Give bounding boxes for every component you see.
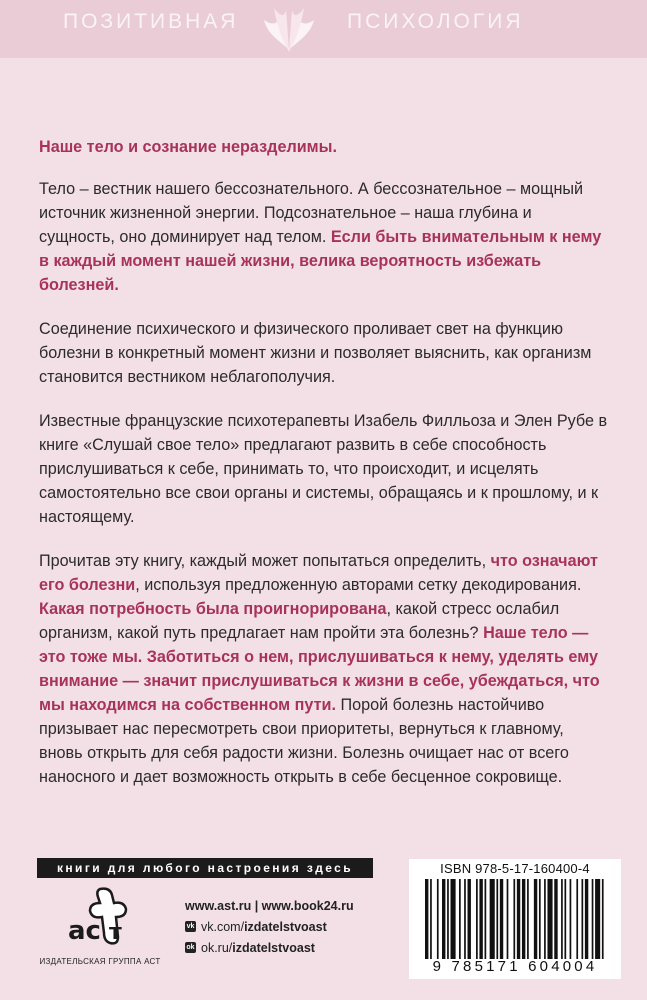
paragraph-4-highlight-3: Наше тело — это тоже мы. Заботиться о нем, прислушиваться к нему, уделять ему внимание — значит прислушиваться к жизни в себе, убеждаться, что мы находимся на собственном пути. <box>39 624 600 714</box>
svg-text:ac: ac <box>68 916 101 946</box>
ok-handle: izdatelstvoast <box>232 940 315 955</box>
svg-text:т: т <box>109 920 122 945</box>
publisher-contacts <box>185 895 354 958</box>
isbn-label: ISBN 978-5-17-160400-4 <box>440 861 590 876</box>
wings-logo-icon <box>258 2 320 56</box>
paragraph-4-highlight-2: Какая потребность была проигнорирована <box>39 600 387 618</box>
barcode-icon <box>421 879 611 959</box>
series-title-right: ПСИХОЛОГИЯ <box>347 10 524 33</box>
ok-prefix: ok.ru/ <box>201 940 233 955</box>
barcode-panel <box>409 859 621 979</box>
paragraph-4-text-b: , используя предложенную авторами сетку декодирования. <box>135 576 582 594</box>
lead-text: Наше тело и сознание неразделимы. <box>39 138 337 156</box>
lead-paragraph <box>39 135 611 159</box>
ean-digits: 9 785171 604004 <box>432 958 598 975</box>
paragraph-1-text: Тело – вестник нашего бессознательного. А бессознательное – мощный источник жизненной энергии. Подсознательное – наша глубина и сущность, оно доминирует над телом. <box>39 180 584 246</box>
paragraph-2 <box>39 317 611 389</box>
ast-logo-icon <box>62 887 132 949</box>
vk-icon: vk <box>186 923 195 930</box>
paragraph-4-text-d: Порой болезнь настойчиво призывает нас пересмотреть свои приоритеты, вернуться к главному, вновь открыть для себя радости жизни. Болезнь очищает нас от всего наносного и дает возможность открыть в себе бесценное сокровище. <box>39 696 569 786</box>
ok-link[interactable] <box>185 937 354 958</box>
paragraph-3 <box>39 409 611 529</box>
paragraph-3-text: Известные французские психотерапевты Изабель Филльоза и Элен Рубе в книге «Слушай свое тело» предлагают развить в себе способность прислушиваться к себе, принимать то, что происходит, и исцелять самостоятельно все свои органы и системы, обращаясь и к прошлому, и к настоящему. <box>39 412 608 526</box>
annotation-text <box>39 135 611 809</box>
publisher-name: ИЗДАТЕЛЬСКАЯ ГРУППА АСТ <box>39 957 161 966</box>
tagline-banner: книги для любого настроения здесь <box>37 858 373 878</box>
vk-handle: izdatelstvoast <box>244 919 327 934</box>
vk-prefix: vk.com/ <box>201 919 245 934</box>
vk-link[interactable] <box>185 916 354 937</box>
websites-line[interactable]: www.ast.ru | www.book24.ru <box>185 898 354 913</box>
paragraph-4-highlight-1: что означают его болезни <box>39 552 598 594</box>
paragraph-4-text-c: , какой стресс ослабил организм, какой путь предлагает нам пройти эта болезнь? <box>39 600 560 642</box>
series-title-left: ПОЗИТИВНАЯ <box>63 10 239 33</box>
ok-icon: ok <box>186 944 195 951</box>
paragraph-1 <box>39 177 611 297</box>
paragraph-1-highlight: Если быть внимательным к нему в каждый момент нашей жизни, велика вероятность избежать болезней. <box>39 228 602 294</box>
paragraph-4-text-a: Прочитав эту книгу, каждый может попытаться определить, <box>39 552 491 570</box>
paragraph-2-text: Соединение психического и физического проливает свет на функцию болезни в конкретный момент жизни и позволяет выяснить, как организм становится вестником неблагополучия. <box>39 320 592 386</box>
paragraph-4 <box>39 549 611 789</box>
series-header-band <box>0 0 647 58</box>
